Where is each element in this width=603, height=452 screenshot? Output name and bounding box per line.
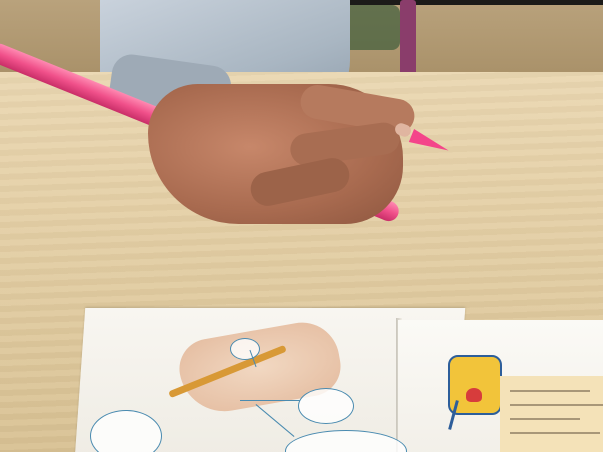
chair-leg	[400, 0, 416, 75]
text-line	[510, 390, 590, 392]
caption-bubble	[230, 338, 260, 360]
text-line	[510, 432, 600, 434]
open-workbook	[60, 300, 603, 452]
heart-icon	[466, 388, 482, 402]
caption-bubble	[298, 388, 354, 424]
instruction-text-panel	[500, 376, 603, 452]
text-line	[510, 418, 580, 420]
text-line	[510, 404, 603, 406]
pointer-line	[240, 400, 300, 401]
